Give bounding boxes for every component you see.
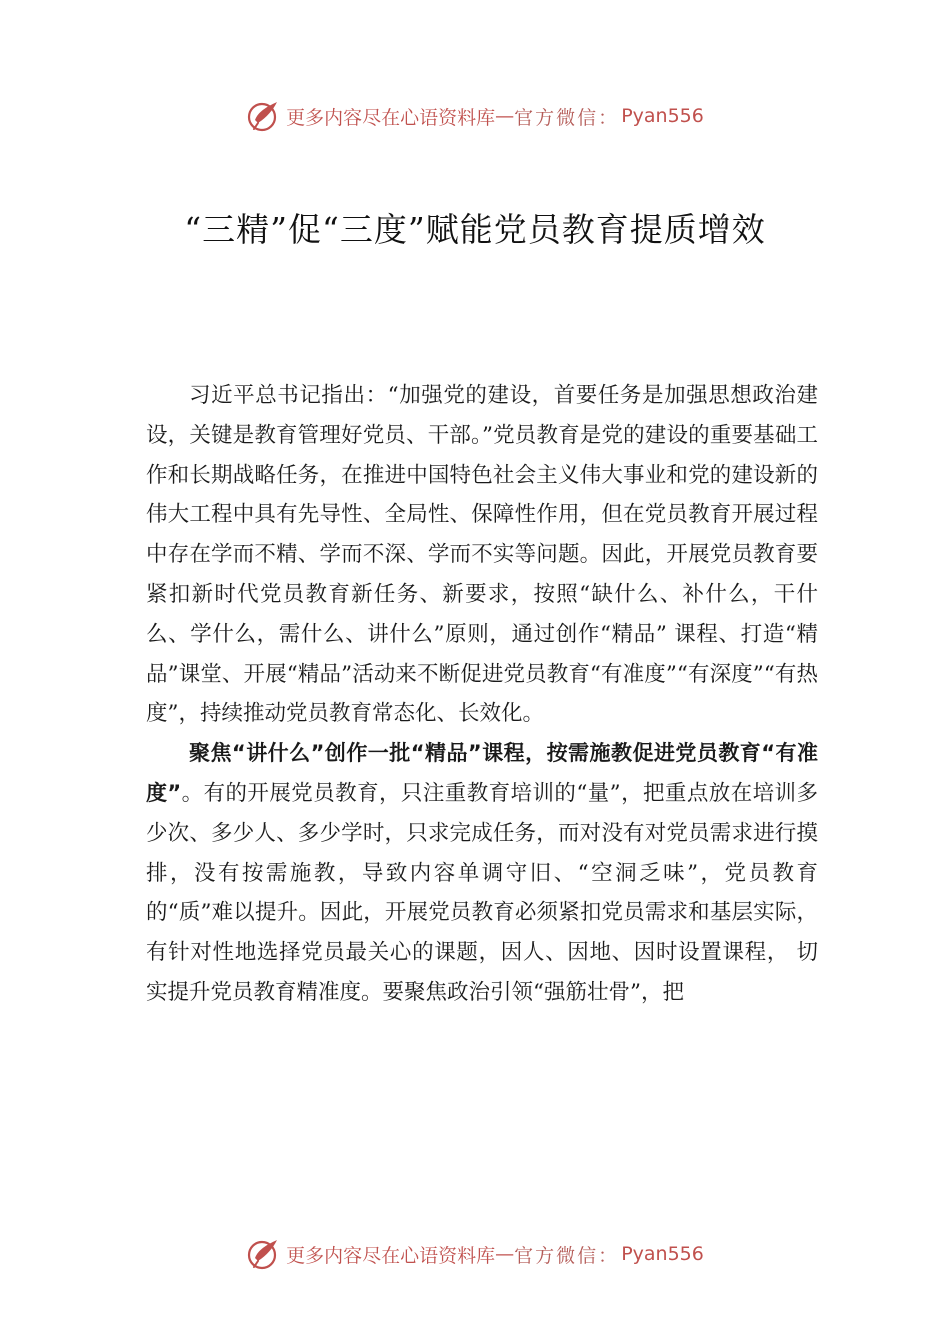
- document-title: “三精”促“三度”赋能党员教育提质增效: [184, 210, 766, 249]
- section-text: 。有的开展党员教育，只注重教育培训的“量”，把重点放在培训多少次、多少人、多少学时，只求完成任务，而对没有对党员需求进行摸排，没有按需施教，导致内容单调守旧、“空洞乏味”，党员教育的“质”难以提升。因此，开展党员教育必须紧扣党员需求和基层实际，有针对性地选择党员最关心的课题，因人、因地、因时设置课程， 切实提升党员教育精准度。要聚焦政治引领“强筋壮骨”，把: [146, 780, 818, 1005]
- quill-logo-icon: [246, 1236, 282, 1272]
- watermark-label: 官方微信：: [514, 1244, 620, 1267]
- watermark-header: [0, 96, 950, 136]
- section-heading: 聚焦“讲什么”创作一批“精品”课程，按需施教促进党员教育“有准度”: [146, 741, 818, 805]
- watermark-footer: [0, 1234, 950, 1274]
- watermark-label: 官方微信：: [514, 106, 620, 129]
- watermark-brand: 更多内容尽在心语资料库: [286, 1244, 496, 1267]
- watermark-handle: Pyan556: [621, 105, 704, 127]
- document-body: [146, 376, 818, 1013]
- quill-logo-icon: [246, 98, 282, 134]
- watermark-brand: 更多内容尽在心语资料库: [286, 106, 496, 129]
- watermark-dash: —: [495, 1243, 515, 1265]
- watermark-dash: —: [495, 105, 515, 127]
- watermark-handle: Pyan556: [621, 1243, 704, 1265]
- body-paragraph: 习近平总书记指出：“加强党的建设，首要任务是加强思想政治建设，关键是教育管理好党员、干部。”党员教育是党的建设的重要基础工作和长期战略任务，在推进中国特色社会主义伟大事业和党的建设新的伟大工程中具有先导性、全局性、保障性作用，但在党员教育开展过程中存在学而不精、学而不深、学而不实等问题。因此，开展党员教育要紧扣新时代党员教育新任务、新要求，按照“缺什么、补什么，干什么、学什么，需什么、讲什么”原则，通过创作“精品” 课程、打造“精品”课堂、开展“精品”活动来不断促进党员教育“有准度”“有深度”“有热度”，持续推动党员教育常态化、长效化。: [146, 383, 818, 727]
- body-paragraph: [146, 734, 818, 1013]
